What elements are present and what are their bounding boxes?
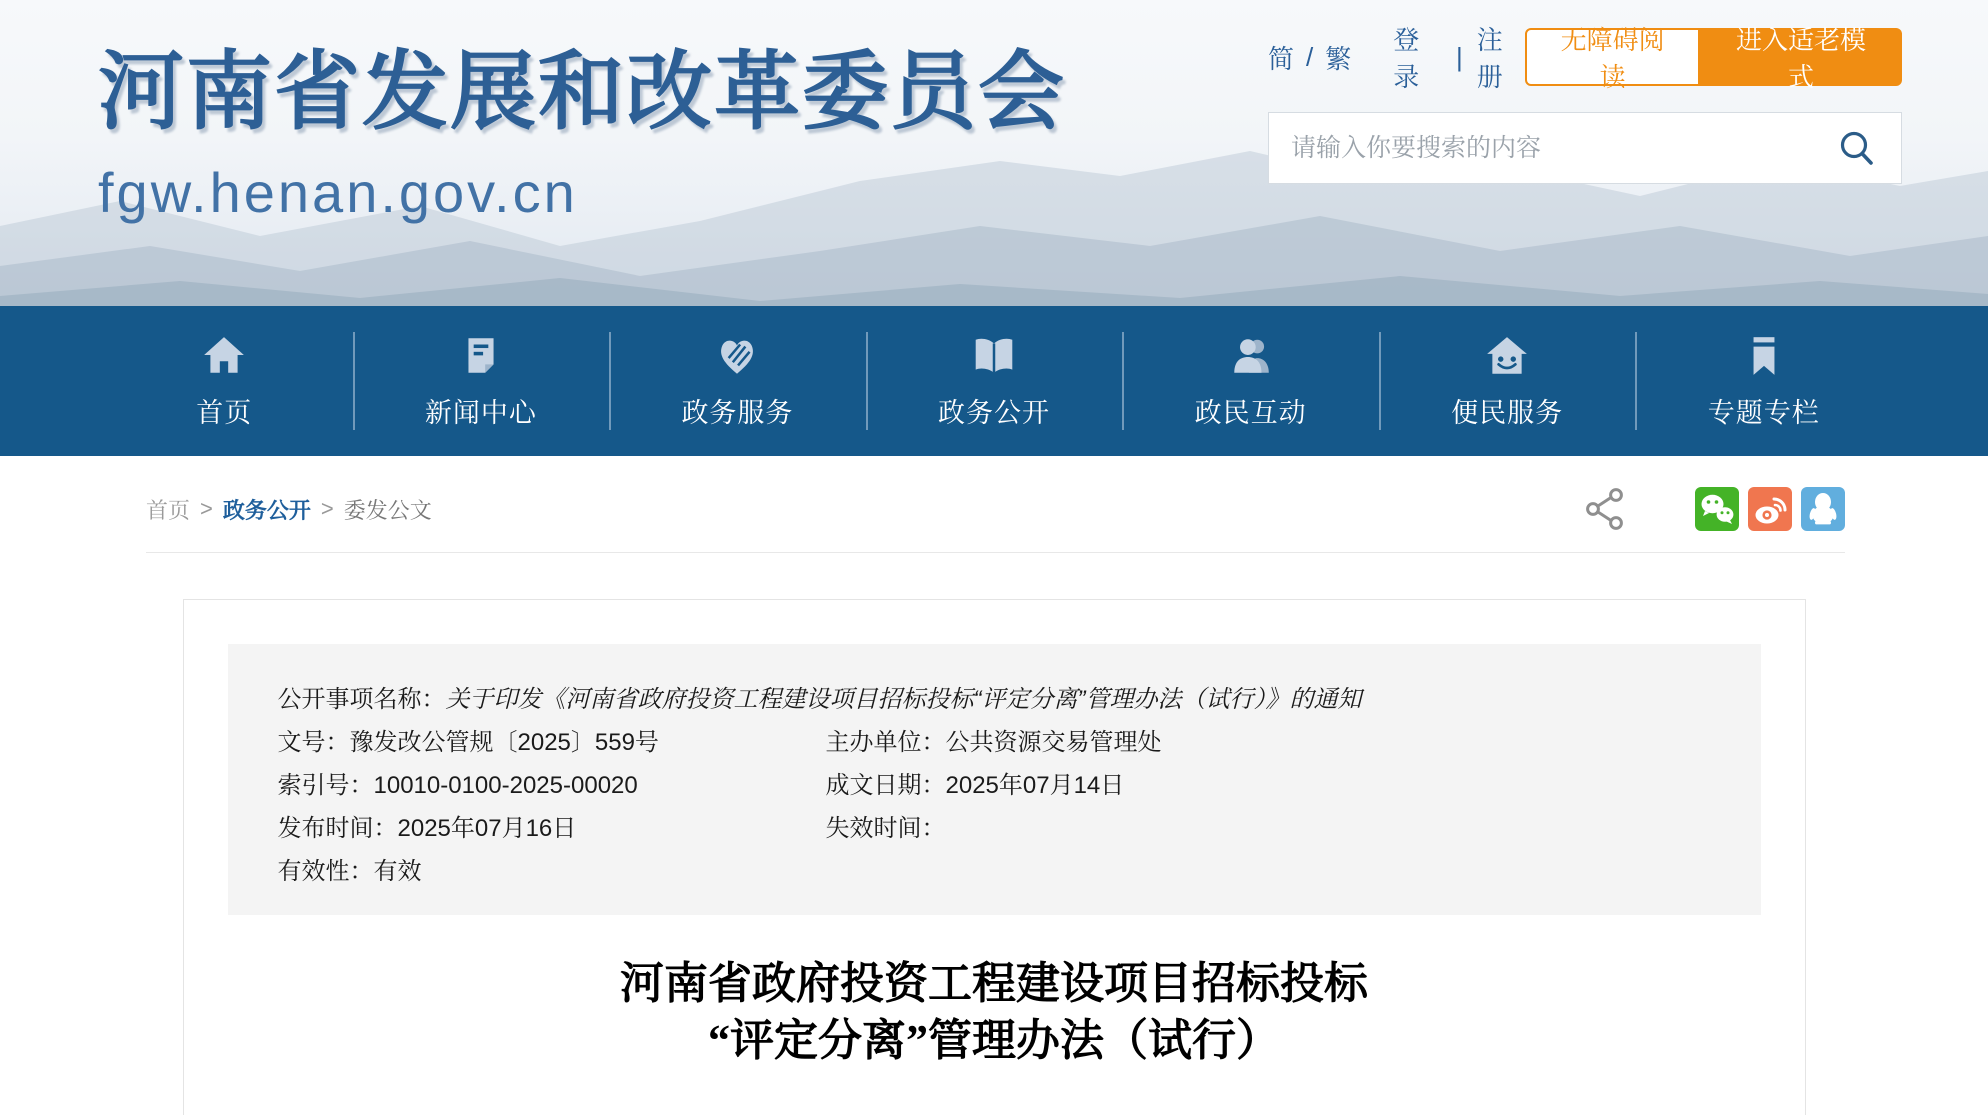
bookmark-icon [1741,333,1787,379]
home-icon [201,333,247,379]
news-icon [458,333,504,379]
meta-expire-label: 失效时间： [825,815,946,842]
service-heart-icon [714,333,760,379]
topbar [1268,25,1902,92]
meta-date-value: 2025年07月14日 [945,772,1125,799]
share-toolbar [1582,486,1845,532]
breadcrumb-section-link[interactable]: 政务公开 [222,497,311,523]
meta-row-publish [278,807,1711,850]
meta-subject-label: 公开事项名称： [277,686,446,713]
login-link[interactable]: 登录 [1393,25,1420,92]
share-icon[interactable] [1582,486,1628,532]
accessibility-buttons [1525,25,1902,92]
elder-mode-button[interactable]: 进入适老模式 [1700,28,1902,86]
accessibility-reading-button[interactable]: 无障碍阅读 [1525,28,1699,86]
meta-validity-label: 有效性： [277,858,374,885]
breadcrumb-row [146,456,1845,553]
meta-publish-value: 2025年07月16日 [397,815,577,842]
qq-icon[interactable] [1801,487,1845,531]
meta-row-validity [278,850,1711,893]
search-box [1268,112,1902,184]
site-domain: fgw.henan.gov.cn [98,161,578,224]
site-header [0,0,1988,306]
nav-item-convenience[interactable] [1379,306,1636,456]
lang-simplified-link[interactable]: 简 [1268,43,1295,74]
meta-index-value: 10010-0100-2025-00020 [373,772,638,799]
nav-item-label: 新闻中心 [424,397,537,428]
meta-validity-value: 有效 [373,858,422,885]
header-right [1268,25,1902,184]
meta-index-label: 索引号： [277,772,374,799]
document-title-line2: “评定分离”管理办法（试行） [708,1016,1280,1065]
site-logo[interactable] [98,22,1066,225]
meta-org-value: 公共资源交易管理处 [945,729,1162,756]
wechat-icon[interactable] [1695,487,1739,531]
nav-item-label: 便民服务 [1451,397,1564,428]
search-input[interactable] [1291,134,1835,163]
register-link[interactable]: 注册 [1476,25,1503,92]
nav-item-label: 政务公开 [938,397,1051,428]
breadcrumb-separator: > [200,496,213,521]
breadcrumb-separator: > [320,496,334,521]
search-icon[interactable] [1835,126,1879,170]
lang-separator: / [1306,41,1314,72]
smiling-house-icon [1484,333,1530,379]
meta-org-label: 主办单位： [825,729,946,756]
open-book-icon [971,333,1017,379]
nav-item-news[interactable] [353,306,610,456]
lang-traditional-link[interactable]: 繁 [1325,43,1352,74]
document-title [184,955,1805,1069]
meta-subject-value: 关于印发《河南省政府投资工程建设项目招标投标“评定分离”管理办法（试行）》的通知 [445,686,1362,713]
nav-item-topics[interactable] [1635,306,1892,456]
meta-doc-no-value: 豫发改公管规〔2025〕559号 [349,729,659,756]
article-container [183,599,1806,1115]
breadcrumb-current: 委发公文 [343,497,432,523]
document-title-line1: 河南省政府投资工程建设项目招标投标 [620,959,1368,1008]
meta-subject [278,678,1711,721]
breadcrumb [146,494,432,525]
nav-item-label: 政务服务 [681,397,794,428]
weibo-icon[interactable] [1748,487,1792,531]
meta-doc-no-label: 文号： [277,729,350,756]
people-icon [1228,333,1274,379]
main-nav [0,306,1988,456]
meta-publish-label: 发布时间： [277,815,398,842]
meta-row-index [278,764,1711,807]
document-meta-panel [228,644,1761,915]
nav-item-home[interactable] [96,306,353,456]
breadcrumb-home-link[interactable]: 首页 [146,497,191,523]
nav-item-services[interactable] [609,306,866,456]
nav-item-label: 政民互动 [1194,397,1307,428]
meta-date-label: 成文日期： [825,772,946,799]
site-title: 河南省发展和改革委员会 [98,44,1066,140]
nav-item-disclosure[interactable] [866,306,1123,456]
auth-separator: | [1455,41,1463,72]
nav-item-label: 专题专栏 [1707,397,1820,428]
nav-item-interaction[interactable] [1122,306,1379,456]
nav-item-label: 首页 [196,397,253,428]
meta-row-doc-number [278,721,1711,764]
